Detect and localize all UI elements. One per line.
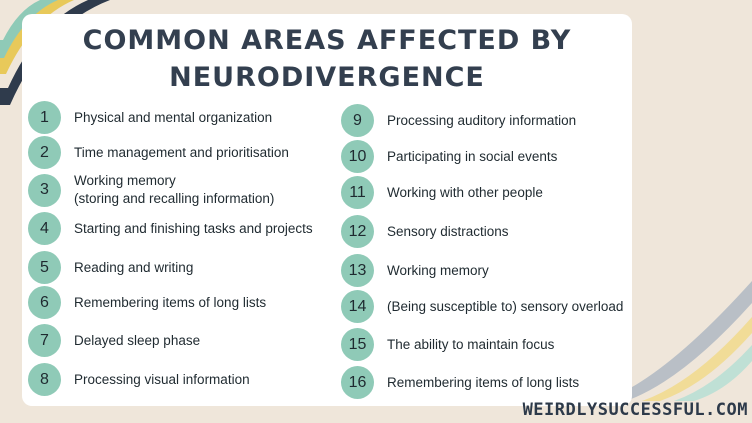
item-text: Processing auditory information	[387, 112, 577, 128]
number-badge: 3	[28, 174, 61, 207]
item-text-line-2: (storing and recalling information)	[74, 191, 275, 206]
list-item	[28, 136, 289, 169]
item-text: Sensory distractions	[387, 223, 509, 239]
number-badge: 8	[28, 363, 61, 396]
list-item	[28, 212, 313, 245]
number-badge: 7	[28, 324, 61, 357]
item-text: (Being susceptible to) sensory overload	[387, 298, 624, 314]
number-badge: 4	[28, 212, 61, 245]
item-text: Remembering items of long lists	[74, 294, 267, 310]
list-item	[341, 215, 509, 248]
list-item	[341, 366, 579, 399]
number-badge: 11	[341, 176, 374, 209]
website-url: WEIRDLYSUCCESSFUL.COM	[522, 400, 748, 420]
list-item	[341, 254, 489, 287]
item-text: The ability to maintain focus	[387, 336, 555, 352]
number-badge: 15	[341, 328, 374, 361]
number-badge: 1	[28, 101, 61, 134]
item-text: Starting and finishing tasks and projects	[74, 220, 313, 236]
page-title	[22, 22, 632, 96]
number-badge: 6	[28, 286, 61, 319]
number-badge: 13	[341, 254, 374, 287]
number-badge: 12	[341, 215, 374, 248]
list-item	[28, 324, 200, 357]
number-badge: 9	[341, 104, 374, 137]
list-item	[28, 251, 193, 284]
number-badge: 5	[28, 251, 61, 284]
number-badge: 10	[341, 140, 374, 173]
list-item	[341, 328, 554, 361]
title-line-1: COMMON AREAS AFFECTED BY	[82, 25, 572, 56]
item-text: Participating in social events	[387, 148, 558, 164]
item-text: Delayed sleep phase	[74, 332, 201, 348]
number-badge: 14	[341, 290, 374, 323]
item-text-line-1: Working memory	[74, 173, 176, 188]
item-text: Working with other people	[387, 184, 543, 200]
number-badge: 2	[28, 136, 61, 169]
item-text: Working memory	[387, 262, 489, 278]
list-item	[341, 290, 623, 323]
number-badge: 16	[341, 366, 374, 399]
item-text: Processing visual information	[74, 371, 250, 387]
list-item	[341, 140, 557, 173]
title-line-2: NEURODIVERGENCE	[169, 62, 485, 93]
list-item	[28, 172, 274, 208]
list-item	[28, 101, 272, 134]
item-text: Reading and writing	[74, 259, 194, 275]
item-text: Remembering items of long lists	[387, 374, 580, 390]
list-item	[341, 104, 576, 137]
item-text: Time management and prioritisation	[74, 144, 289, 160]
list-item	[28, 286, 266, 319]
list-item	[28, 363, 250, 396]
item-text	[74, 172, 274, 208]
list-item	[341, 176, 543, 209]
item-text: Physical and mental organization	[74, 109, 273, 125]
